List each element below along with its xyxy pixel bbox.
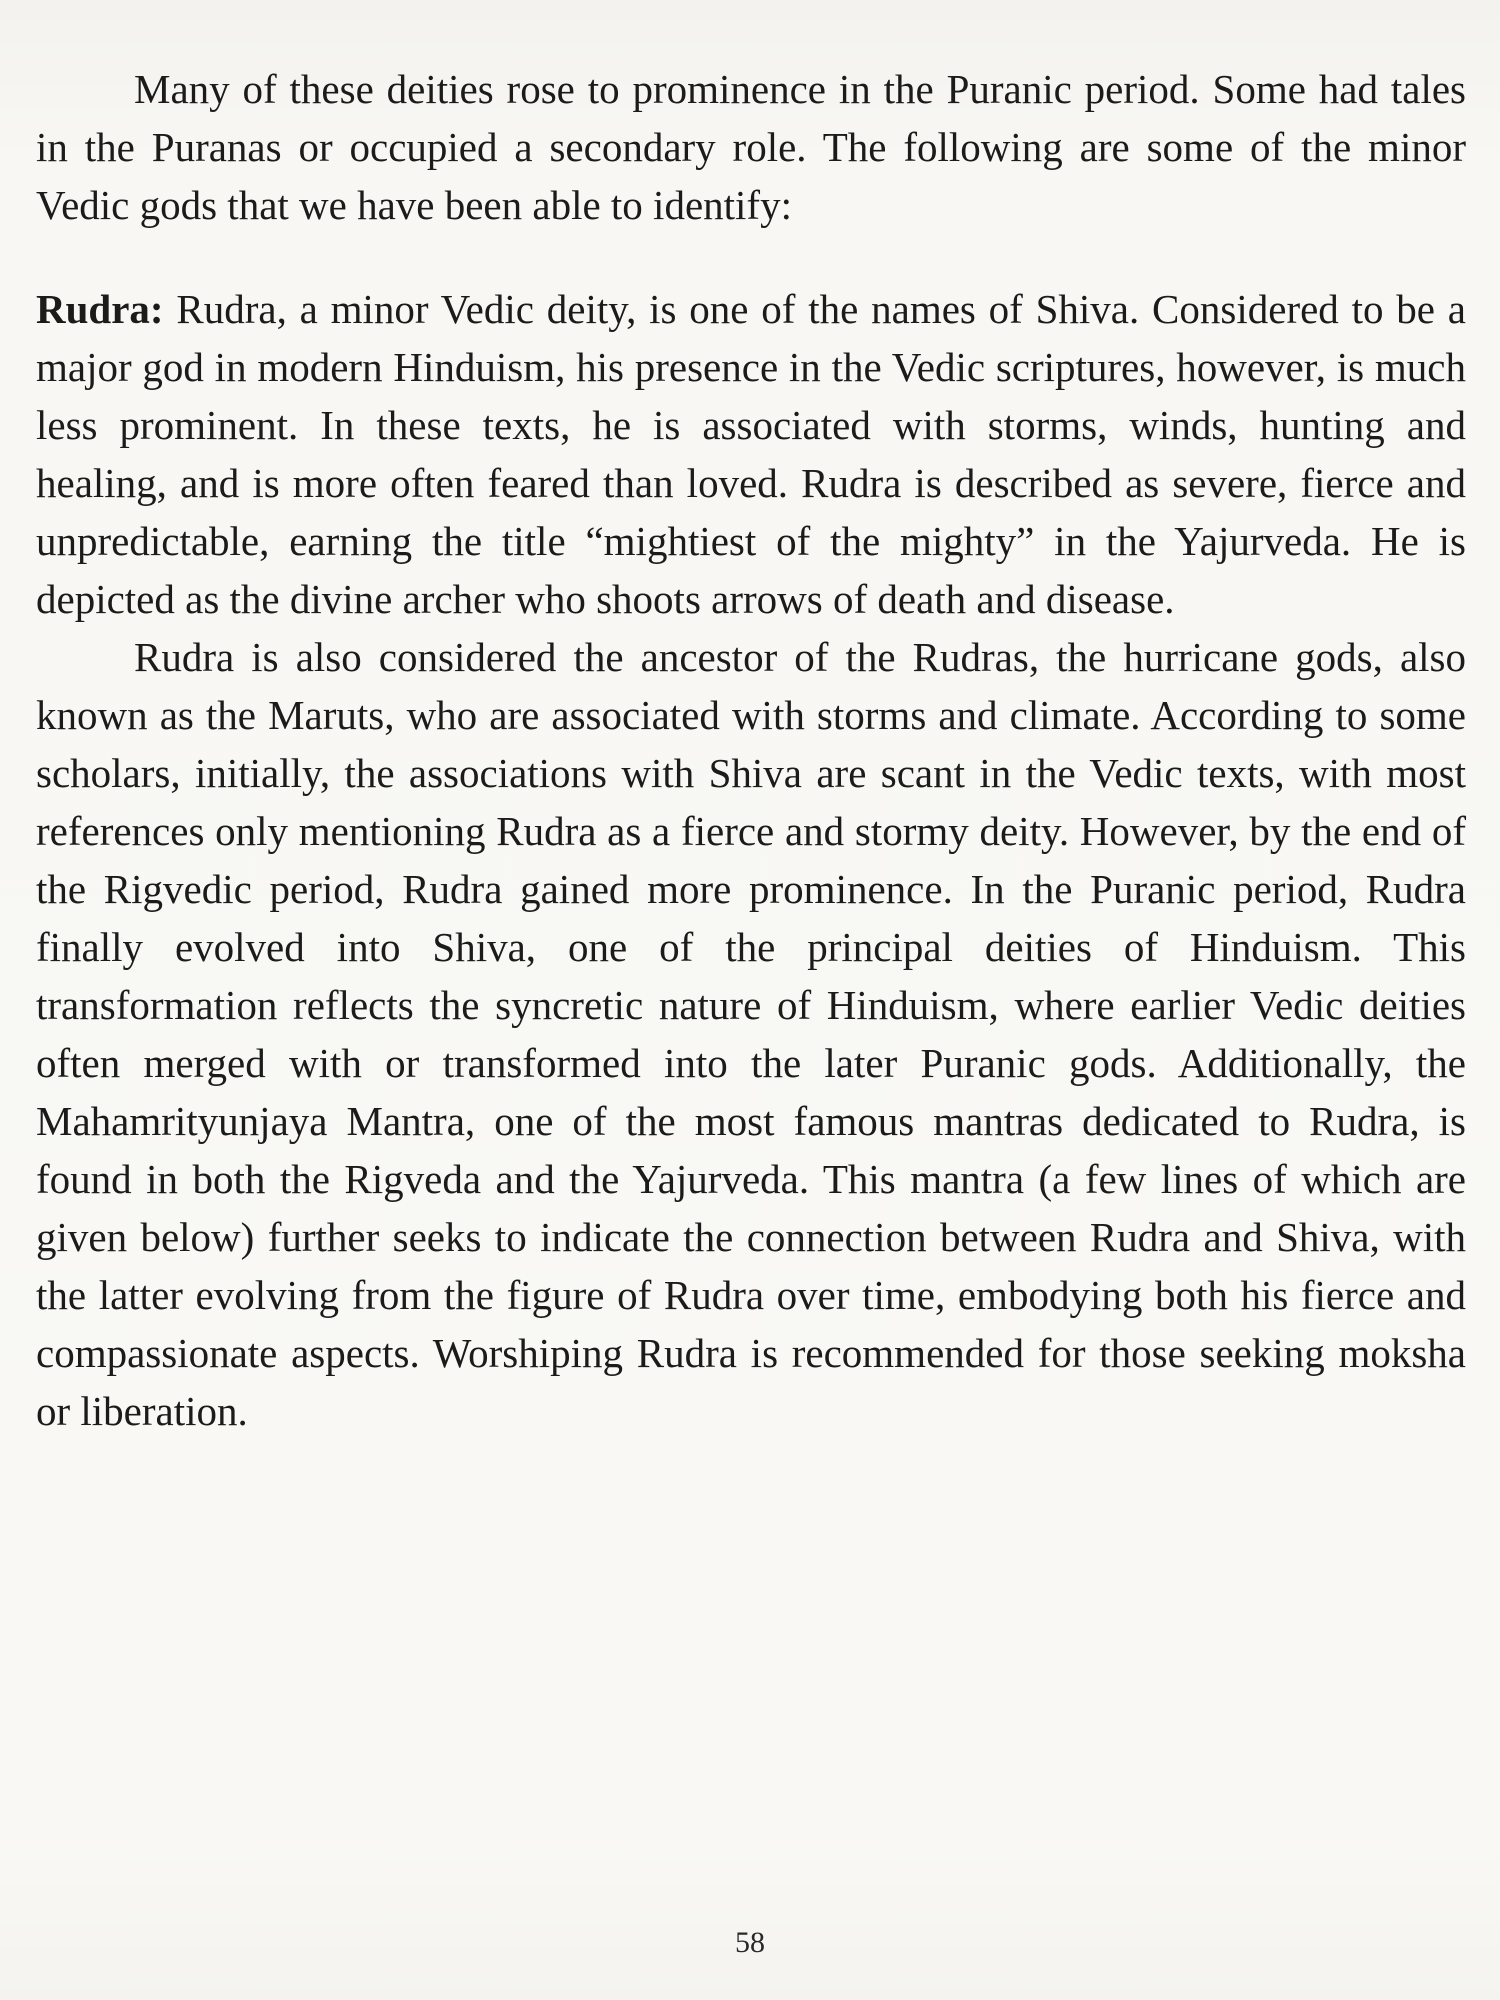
intro-paragraph: Many of these deities rose to prominence in the Puranic period. Some had tales in the Puranas or occupied a secondary role. The following are some of the minor Vedic gods that we have been able to identify: [36, 66, 1466, 228]
page-number: 58 [735, 1926, 765, 1959]
rudra-paragraph-1-text: Rudra, a minor Vedic deity, is one of the names of Shiva. Considered to be a major god in modern Hinduism, his presence in the Vedic scriptures, however, is much less prominent. In these texts, he is associated with storms, winds, hunting and healing, and is more often feared than loved. Rudra is described as severe, fierce and unpredictable, earning the title “mightiest of the mighty” in the Yajurveda. He is depicted as the divine archer who shoots arrows of death and disease. [36, 286, 1466, 622]
rudra-paragraph-1 [36, 280, 1466, 628]
rudra-paragraph-2: Rudra is also considered the ancestor of the Rudras, the hurricane gods, also known as the Maruts, who are associated with storms and climate. According to some scholars, initially, the associations with Shiva are scant in the Vedic texts, with most references only mentioning Rudra as a fierce and stormy deity. However, by the end of the Rigvedic period, Rudra gained more prominence. In the Puranic period, Rudra finally evolved into Shiva, one of the principal deities of Hinduism. This transformation reflects the syncretic nature of Hinduism, where earlier Vedic deities often merged with or transformed into the later Puranic gods. Additionally, the Mahamrityunjaya Mantra, one of the most famous mantras dedicated to Rudra, is found in both the Rigveda and the Yajurveda. This mantra (a few lines of which are given below) further seeks to indicate the connection between Rudra and Shiva, with the latter evolving from the figure of Rudra over time, embodying both his fierce and compassionate aspects. Worshiping Rudra is recommended for those seeking moksha or liberation. [36, 634, 1466, 1434]
rudra-term: Rudra: [36, 286, 164, 332]
body-text [36, 60, 1466, 1440]
